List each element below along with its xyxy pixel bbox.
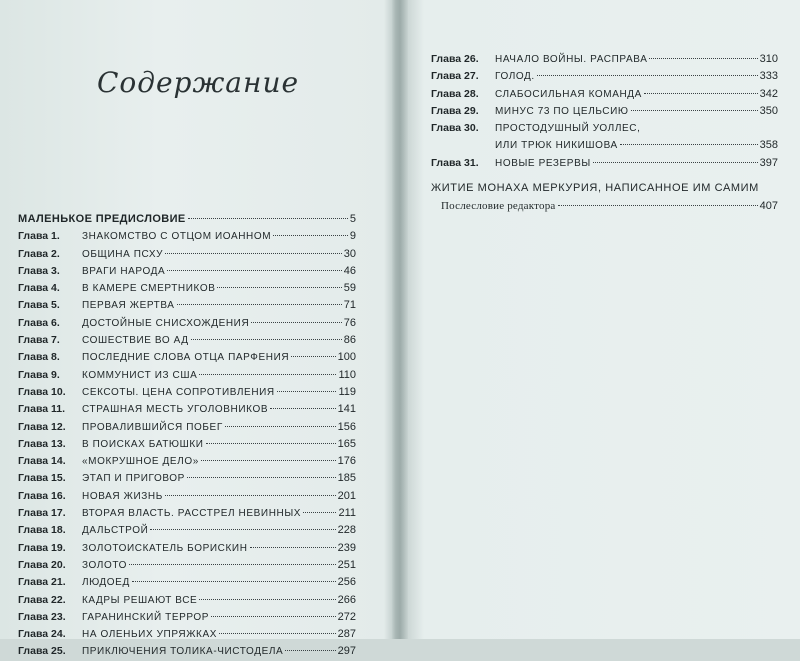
toc-chapter-row[interactable] <box>18 246 356 263</box>
toc-afterword-row[interactable] <box>431 198 778 215</box>
toc-chapter-row[interactable] <box>431 120 778 137</box>
toc-chapter-number: Глава 4. <box>18 282 60 295</box>
leader-dots <box>644 93 758 94</box>
toc-chapter-row[interactable] <box>18 263 356 280</box>
leader-dots <box>177 304 342 305</box>
leader-dots <box>217 287 341 288</box>
toc-chapter-title: КАДРЫ РЕШАЮТ ВСЕ <box>82 594 198 606</box>
toc-chapter-row[interactable] <box>18 297 356 314</box>
toc-page-number: 272 <box>337 610 356 623</box>
toc-page-number: 201 <box>337 489 356 502</box>
toc-chapter-title: ДАЛЬСТРОЙ <box>82 525 149 537</box>
toc-page-number: 100 <box>337 351 356 364</box>
toc-chapter-title: ВРАГИ НАРОДА <box>82 265 166 277</box>
toc-page-number: 287 <box>337 628 356 641</box>
toc-chapter-row[interactable] <box>18 401 356 418</box>
toc-chapter-title: ЗОЛОТОИСКАТЕЛЬ БОРИСКИН <box>82 542 248 554</box>
leader-dots <box>188 218 348 219</box>
right-page <box>404 0 800 639</box>
toc-chapter-number: Глава 29. <box>431 104 479 117</box>
toc-page-number: 71 <box>343 299 356 312</box>
toc-preface-row[interactable] <box>18 211 356 228</box>
toc-chapter-row[interactable] <box>431 137 778 154</box>
leader-dots <box>270 408 336 409</box>
toc-chapter-number: Глава 28. <box>431 87 479 100</box>
page-title: Содержание <box>96 66 300 99</box>
toc-chapter-title: ГАРАНИНСКИЙ ТЕРРОР <box>82 611 210 623</box>
toc-page-number: 397 <box>759 156 778 169</box>
toc-chapter-number: Глава 6. <box>18 316 60 329</box>
toc-chapter-number: Глава 16. <box>18 489 66 502</box>
leader-dots <box>285 650 335 651</box>
toc-chapter-title: ВТОРАЯ ВЛАСТЬ. РАССТРЕЛ НЕВИННЫХ <box>82 508 302 520</box>
toc-chapter-number: Глава 3. <box>18 264 60 277</box>
toc-chapter-row[interactable] <box>18 643 356 660</box>
toc-page-number: 185 <box>337 472 356 485</box>
toc-chapter-title: В КАМЕРЕ СМЕРТНИКОВ <box>82 283 216 295</box>
toc-chapter-number: Глава 7. <box>18 334 60 347</box>
toc-chapter-number: Глава 30. <box>431 122 479 135</box>
toc-chapter-row[interactable] <box>431 103 778 120</box>
toc-page-number: 141 <box>337 403 356 416</box>
leader-dots <box>277 391 337 392</box>
toc-chapter-row[interactable] <box>18 228 356 245</box>
toc-page-number: 310 <box>759 53 778 65</box>
toc-chapter-row[interactable] <box>18 592 356 609</box>
toc-page-number: 119 <box>338 385 356 398</box>
toc-page-number: 407 <box>759 200 778 213</box>
toc-chapter-title: НОВЫЕ РЕЗЕРВЫ <box>495 157 591 169</box>
toc-chapter-title: ОБЩИНА ПСХУ <box>82 248 164 260</box>
toc-chapter-row[interactable] <box>18 557 356 574</box>
toc-chapter-title: СТРАШНАЯ МЕСТЬ УГОЛОВНИКОВ <box>82 404 269 416</box>
leader-dots <box>593 162 758 163</box>
toc-chapter-number: Глава 15. <box>18 472 66 485</box>
toc-chapter-number: Глава 25. <box>18 645 66 658</box>
toc-chapter-row[interactable] <box>18 505 356 522</box>
toc-chapter-number: Глава 22. <box>18 593 66 606</box>
toc-chapter-title: КОММУНИСТ ИЗ США <box>82 369 198 381</box>
toc-chapter-row[interactable] <box>18 453 356 470</box>
toc-page-number: 228 <box>337 524 356 537</box>
toc-page-number: 165 <box>337 437 356 450</box>
leader-dots <box>206 443 336 444</box>
toc-section-heading[interactable]: ЖИТИЕ МОНАХА МЕРКУРИЯ, НАПИСАННОЕ ИМ САМИМ <box>431 182 759 195</box>
toc-page-number: 156 <box>337 420 356 433</box>
toc-chapter-row[interactable] <box>18 609 356 626</box>
toc-chapter-row[interactable] <box>18 470 356 487</box>
toc-chapter-number: Глава 21. <box>18 576 66 589</box>
toc-chapter-title: ПОСЛЕДНИЕ СЛОВА ОТЦА ПАРФЕНИЯ <box>82 352 290 364</box>
toc-chapter-number: Глава 2. <box>18 247 60 260</box>
toc-chapter-number: Глава 8. <box>18 351 60 364</box>
toc-chapter-title: ДОСТОЙНЫЕ СНИСХОЖДЕНИЯ <box>82 317 250 329</box>
toc-chapter-row[interactable] <box>18 436 356 453</box>
toc-chapter-number: Глава 9. <box>18 368 60 381</box>
leader-dots <box>649 58 757 59</box>
toc-chapter-row[interactable] <box>18 540 356 557</box>
toc-chapter-number: Глава 31. <box>431 156 479 169</box>
leader-dots <box>250 547 336 548</box>
toc-page-number: 9 <box>349 230 356 243</box>
leader-dots <box>631 110 758 111</box>
toc-chapter-title: В ПОИСКАХ БАТЮШКИ <box>82 438 204 450</box>
toc-chapter-row[interactable] <box>18 280 356 297</box>
toc-chapter-number: Глава 13. <box>18 437 66 450</box>
toc-chapter-row[interactable] <box>18 488 356 505</box>
toc-chapter-title: СЕКСОТЫ. ЦЕНА СОПРОТИВЛЕНИЯ <box>82 386 275 398</box>
leader-dots <box>211 616 336 617</box>
toc-chapter-title: СЛАБОСИЛЬНАЯ КОМАНДА <box>495 88 642 100</box>
leader-dots <box>251 322 341 323</box>
leader-dots <box>291 356 335 357</box>
leader-dots <box>187 477 336 478</box>
toc-chapter-number: Глава 23. <box>18 610 66 623</box>
toc-chapter-row[interactable] <box>431 68 778 85</box>
leader-dots <box>165 253 342 254</box>
leader-dots <box>167 270 341 271</box>
leader-dots <box>191 339 342 340</box>
toc-chapter-title: ПРОСТОДУШНЫЙ УОЛЛЕС, <box>495 123 641 135</box>
toc-page-number: 239 <box>337 541 356 554</box>
toc-chapter-title: ПРОВАЛИВШИЙСЯ ПОБЕГ <box>82 421 223 433</box>
toc-page-number: 46 <box>343 264 356 277</box>
toc-page-number: 110 <box>338 368 356 381</box>
toc-page-number: 5 <box>349 213 356 225</box>
toc-right <box>431 51 778 215</box>
leader-dots <box>132 581 336 582</box>
toc-chapter-title: ИЛИ ТРЮК НИКИШОВА <box>495 140 618 152</box>
leader-dots <box>129 564 336 565</box>
leader-dots <box>201 460 336 461</box>
toc-chapter-row[interactable] <box>18 384 356 401</box>
toc-page-number: 76 <box>343 316 356 329</box>
toc-page-number: 342 <box>759 87 778 100</box>
toc-chapter-title: ПРИКЛЮЧЕНИЯ ТОЛИКА-ЧИСТОДЕЛА <box>82 646 284 658</box>
leader-dots <box>558 205 758 206</box>
toc-page-number: 251 <box>337 558 356 571</box>
toc-chapter-row[interactable] <box>18 626 356 643</box>
toc-page-number: 358 <box>759 139 778 152</box>
toc-chapter-number: Глава 17. <box>18 507 66 520</box>
toc-page-number: 350 <box>759 104 778 117</box>
toc-chapter-title: ЗНАКОМСТВО С ОТЦОМ ИОАННОМ <box>82 231 272 243</box>
leader-dots <box>219 633 336 634</box>
toc-chapter-title: ЭТАП И ПРИГОВОР <box>82 473 185 485</box>
toc-chapter-row[interactable] <box>431 51 778 68</box>
toc-left <box>18 211 356 661</box>
toc-chapter-row[interactable] <box>18 522 356 539</box>
leader-dots <box>225 426 336 427</box>
toc-chapter-title: НА ОЛЕНЬИХ УПРЯЖКАХ <box>82 629 217 641</box>
toc-page-number: 59 <box>343 282 356 295</box>
toc-chapter-number: Глава 5. <box>18 299 60 312</box>
toc-chapter-row[interactable] <box>431 155 778 172</box>
toc-preface-label: МАЛЕНЬКОЕ ПРЕДИСЛОВИЕ <box>18 213 186 225</box>
toc-chapter-title: «МОКРУШНОЕ ДЕЛО» <box>82 456 199 468</box>
toc-chapter-row[interactable] <box>18 419 356 436</box>
toc-chapter-title: НАЧАЛО ВОЙНЫ. РАСПРАВА <box>495 54 648 65</box>
toc-chapter-title: СОШЕСТВИЕ ВО АД <box>82 335 189 347</box>
toc-chapter-row[interactable] <box>18 332 356 349</box>
leader-dots <box>165 495 336 496</box>
toc-chapter-number: Глава 14. <box>18 455 66 468</box>
leader-dots <box>273 235 348 236</box>
leader-dots <box>199 599 335 600</box>
toc-chapter-title: ПЕРВАЯ ЖЕРТВА <box>82 300 175 312</box>
toc-chapter-row[interactable] <box>431 86 778 103</box>
toc-chapter-number: Глава 11. <box>18 403 66 416</box>
toc-chapter-number: Глава 12. <box>18 420 66 433</box>
toc-page-number: 211 <box>338 507 356 520</box>
toc-chapter-title: ЛЮДОЕД <box>82 577 130 589</box>
toc-chapter-title: МИНУС 73 ПО ЦЕЛЬСИЮ <box>495 105 629 117</box>
toc-page-number: 297 <box>337 645 356 658</box>
toc-chapter-row[interactable] <box>18 367 356 384</box>
toc-page-number: 256 <box>337 576 356 589</box>
toc-page-number: 30 <box>343 247 356 260</box>
toc-chapter-row[interactable] <box>18 349 356 366</box>
left-page <box>0 0 396 658</box>
toc-chapter-number: Глава 26. <box>431 53 479 65</box>
leader-dots <box>199 374 336 375</box>
toc-chapter-number: Глава 24. <box>18 628 66 641</box>
toc-chapter-number: Глава 19. <box>18 541 66 554</box>
toc-chapter-number: Глава 1. <box>18 230 60 243</box>
toc-page-number: 266 <box>337 593 356 606</box>
toc-chapter-row[interactable] <box>18 315 356 332</box>
leader-dots <box>537 75 758 76</box>
leader-dots <box>620 144 758 145</box>
toc-chapter-title: ЗОЛОТО <box>82 559 127 571</box>
toc-page-number: 176 <box>337 455 356 468</box>
toc-afterword-label: Послесловие редактора <box>441 200 556 213</box>
toc-chapter-number: Глава 10. <box>18 385 66 398</box>
leader-dots <box>150 529 335 530</box>
toc-chapter-number: Глава 27. <box>431 70 479 83</box>
toc-chapter-number: Глава 20. <box>18 558 66 571</box>
toc-page-number: 86 <box>343 334 356 347</box>
leader-dots <box>303 512 336 513</box>
toc-chapter-row[interactable] <box>18 574 356 591</box>
toc-page-number: 333 <box>759 70 778 83</box>
toc-chapter-title: НОВАЯ ЖИЗНЬ <box>82 490 163 502</box>
toc-chapter-title: ГОЛОД. <box>495 71 535 83</box>
toc-chapter-number: Глава 18. <box>18 524 66 537</box>
